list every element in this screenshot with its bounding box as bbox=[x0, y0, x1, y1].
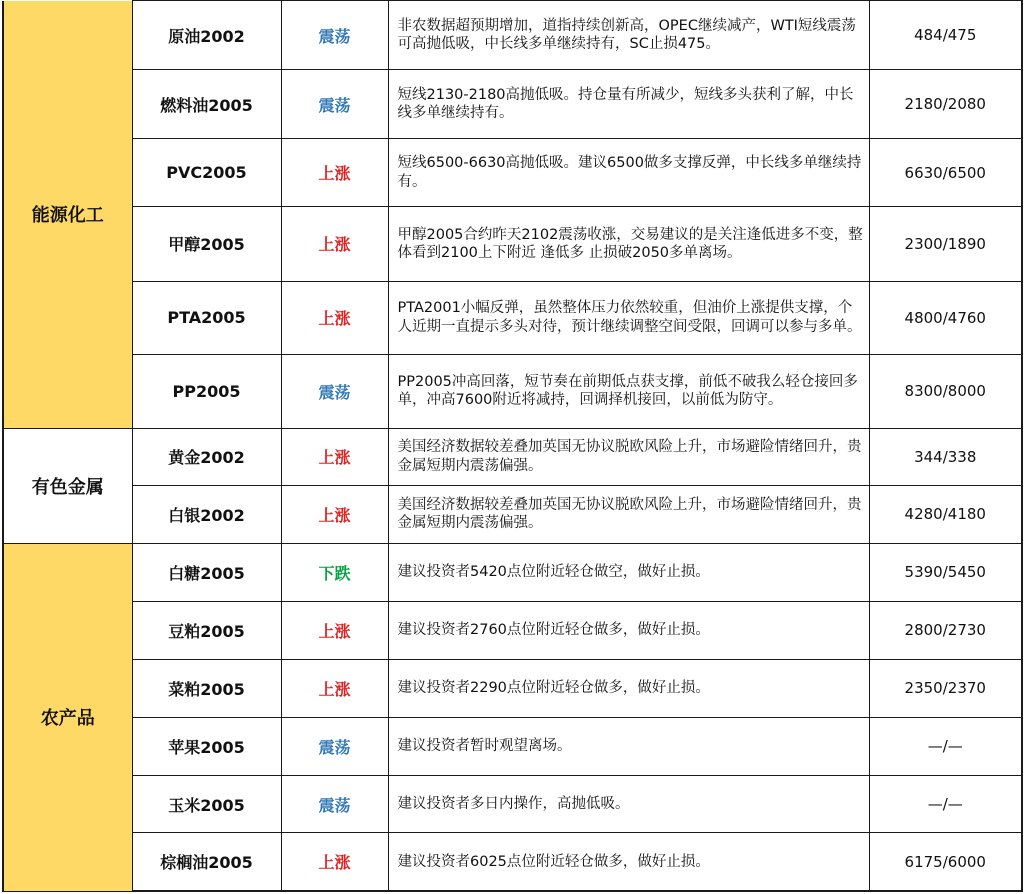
trend-label: 上涨 bbox=[281, 833, 388, 891]
trend-label: 震荡 bbox=[281, 717, 388, 775]
table-row bbox=[3, 354, 1022, 428]
price-range: 4800/4760 bbox=[869, 281, 1022, 354]
table-row bbox=[3, 70, 1022, 139]
contract-name: PP2005 bbox=[132, 354, 281, 428]
price-range: 5390/5450 bbox=[869, 543, 1022, 601]
strategy-comment: 短线6500-6630高抛低吸。建议6500做多支撑反弹，中长线多单继续持有。 bbox=[388, 139, 869, 207]
table-row bbox=[3, 833, 1022, 891]
contract-name: PVC2005 bbox=[132, 139, 281, 207]
futures-strategy-table bbox=[2, 0, 1023, 892]
strategy-comment: 建议投资者6025点位附近轻仓做多，做好止损。 bbox=[388, 833, 869, 891]
contract-name: 玉米2005 bbox=[132, 775, 281, 833]
strategy-comment: 建议投资者多日内操作，高抛低吸。 bbox=[388, 775, 869, 833]
trend-label: 震荡 bbox=[281, 775, 388, 833]
price-range: —/— bbox=[869, 775, 1022, 833]
table-row bbox=[3, 543, 1022, 601]
strategy-comment: 建议投资者2760点位附近轻仓做多，做好止损。 bbox=[388, 601, 869, 659]
contract-name: 燃料油2005 bbox=[132, 70, 281, 139]
trend-label: 上涨 bbox=[281, 139, 388, 207]
category-cell bbox=[3, 428, 132, 543]
price-range: 8300/8000 bbox=[869, 354, 1022, 428]
category-cell bbox=[3, 1, 132, 429]
strategy-comment: 甲醇2005合约昨天2102震荡收涨，交易建议的是关注逢低进多不变，整体看到2100上下附近 逢低多 止损破2050多单离场。 bbox=[388, 207, 869, 281]
price-range: 6630/6500 bbox=[869, 139, 1022, 207]
price-range: 6175/6000 bbox=[869, 833, 1022, 891]
table-row bbox=[3, 139, 1022, 207]
category-cell bbox=[3, 543, 132, 891]
strategy-comment: 建议投资者5420点位附近轻仓做空，做好止损。 bbox=[388, 543, 869, 601]
price-range: 2350/2370 bbox=[869, 659, 1022, 717]
table-row bbox=[3, 717, 1022, 775]
category-label: 有色金属 bbox=[31, 476, 104, 498]
price-range: —/— bbox=[869, 717, 1022, 775]
trend-label: 震荡 bbox=[281, 354, 388, 428]
trend-label: 上涨 bbox=[281, 485, 388, 543]
trend-label: 上涨 bbox=[281, 428, 388, 485]
strategy-comment: 建议投资者暂时观望离场。 bbox=[388, 717, 869, 775]
table-row bbox=[3, 281, 1022, 354]
table-row bbox=[3, 659, 1022, 717]
price-range: 4280/4180 bbox=[869, 485, 1022, 543]
strategy-comment: 非农数据超预期增加，道指持续创新高，OPEC继续减产，WTI短线震荡可高抛低吸，中长线多单继续持有，SC止损475。 bbox=[388, 1, 869, 70]
table-row bbox=[3, 1, 1022, 70]
category-label: 能源化工 bbox=[31, 205, 104, 227]
trend-label: 上涨 bbox=[281, 281, 388, 354]
table-row bbox=[3, 485, 1022, 543]
trend-label: 上涨 bbox=[281, 601, 388, 659]
contract-name: PTA2005 bbox=[132, 281, 281, 354]
contract-name: 苹果2005 bbox=[132, 717, 281, 775]
contract-name: 白糖2005 bbox=[132, 543, 281, 601]
price-range: 344/338 bbox=[869, 428, 1022, 485]
table-row bbox=[3, 601, 1022, 659]
trend-label: 下跌 bbox=[281, 543, 388, 601]
contract-name: 甲醇2005 bbox=[132, 207, 281, 281]
contract-name: 豆粕2005 bbox=[132, 601, 281, 659]
contract-name: 菜粕2005 bbox=[132, 659, 281, 717]
price-range: 2800/2730 bbox=[869, 601, 1022, 659]
strategy-comment: PTA2001小幅反弹，虽然整体压力依然较重，但油价上涨提供支撑，个人近期一直提示多头对待，预计继续调整空间受限，回调可以参与多单。 bbox=[388, 281, 869, 354]
trend-label: 震荡 bbox=[281, 1, 388, 70]
category-label: 农产品 bbox=[40, 708, 95, 730]
table-row bbox=[3, 775, 1022, 833]
table-row bbox=[3, 207, 1022, 281]
strategy-comment: 建议投资者2290点位附近轻仓做多，做好止损。 bbox=[388, 659, 869, 717]
price-range: 2180/2080 bbox=[869, 70, 1022, 139]
contract-name: 白银2002 bbox=[132, 485, 281, 543]
price-range: 2300/1890 bbox=[869, 207, 1022, 281]
contract-name: 棕榈油2005 bbox=[132, 833, 281, 891]
strategy-comment: 美国经济数据较差叠加英国无协议脱欧风险上升，市场避险情绪回升，贵金属短期内震荡偏强。 bbox=[388, 428, 869, 485]
strategy-comment: 短线2130-2180高抛低吸。持仓量有所减少，短线多头获利了解，中长线多单继续持有。 bbox=[388, 70, 869, 139]
price-range: 484/475 bbox=[869, 1, 1022, 70]
strategy-comment: PP2005冲高回落，短节奏在前期低点获支撑，前低不破我么轻仓接回多单，冲高7600附近将减持，回调择机接回，以前低为防守。 bbox=[388, 354, 869, 428]
table-row bbox=[3, 428, 1022, 485]
trend-label: 上涨 bbox=[281, 659, 388, 717]
trend-label: 上涨 bbox=[281, 207, 388, 281]
trend-label: 震荡 bbox=[281, 70, 388, 139]
contract-name: 黄金2002 bbox=[132, 428, 281, 485]
contract-name: 原油2002 bbox=[132, 1, 281, 70]
strategy-comment: 美国经济数据较差叠加英国无协议脱欧风险上升，市场避险情绪回升，贵金属短期内震荡偏强。 bbox=[388, 485, 869, 543]
